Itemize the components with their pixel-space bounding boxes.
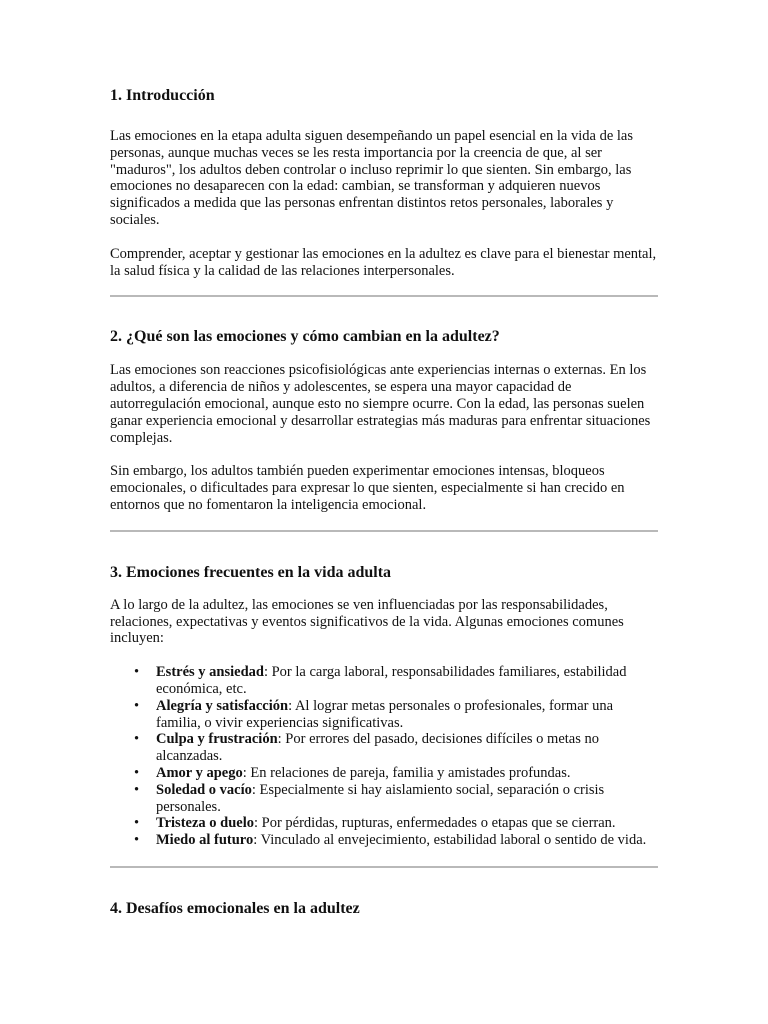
section-heading: 1. Introducción bbox=[110, 87, 215, 104]
bullet-icon: • bbox=[134, 664, 140, 681]
list-item-text: : En relaciones de pareja, familia y amistades profundas. bbox=[242, 764, 571, 781]
list-item bbox=[134, 832, 658, 849]
list-item bbox=[134, 815, 658, 832]
list-item-text: : Vinculado al envejecimiento, estabilidad laboral o sentido de vida. bbox=[253, 832, 647, 849]
list-item-term: Soledad o vacío bbox=[156, 781, 252, 798]
list-item bbox=[134, 697, 658, 732]
emotions-list bbox=[110, 664, 658, 849]
divider bbox=[110, 295, 658, 297]
list-item-text: : Al lograr metas personales o profesionales, formar una familia, o vivir experiencias significativas. bbox=[156, 697, 614, 731]
list-item-term: Culpa y frustración bbox=[156, 731, 278, 748]
bullet-icon: • bbox=[134, 764, 140, 781]
divider bbox=[110, 866, 658, 868]
bullet-icon: • bbox=[134, 832, 140, 849]
bullet-icon: • bbox=[134, 815, 140, 832]
list-item bbox=[134, 781, 658, 816]
list-item-term: Amor y apego bbox=[156, 764, 243, 781]
list-item bbox=[134, 731, 658, 765]
section-que-son bbox=[110, 327, 658, 513]
list-item-text: : Especialmente si hay aislamiento social, separación o crisis personales. bbox=[156, 781, 605, 815]
list-item-term: Tristeza o duelo bbox=[156, 815, 254, 832]
document-page bbox=[110, 86, 658, 919]
section-heading: 3. Emociones frecuentes en la vida adulta bbox=[110, 563, 392, 581]
list-item-term: Alegría y satisfacción bbox=[156, 697, 289, 714]
paragraph: Las emociones en la etapa adulta siguen desempeñando un papel esencial en la vida de las personas, aunque muchas veces se les resta importancia por la creencia de que, al ser "maduros", los adultos deben controlar o incluso reprimir lo que sienten. Sin embargo, las emociones no desaparecen con la edad: cambian, se transforman y adquieren nuevos significados a medida que las personas enfrentan distintos retos personales, laborales y sociales. bbox=[110, 128, 634, 228]
list-item bbox=[134, 664, 658, 698]
list-item-term: Miedo al futuro bbox=[156, 832, 254, 849]
section-heading: 2. ¿Qué son las emociones y cómo cambian en la adultez? bbox=[110, 328, 500, 346]
list-item-text: : Por errores del pasado, decisiones difíciles o metas no alcanzadas. bbox=[156, 731, 599, 765]
bullet-icon: • bbox=[134, 697, 140, 714]
paragraph: Sin embargo, los adultos también pueden experimentar emociones intensas, bloqueos emocionales, o dificultades para expresar lo que sienten, especialmente si han crecido en entornos que no fomentaron la inteligencia emocional. bbox=[110, 463, 625, 513]
list-item bbox=[134, 764, 658, 782]
section-desafios bbox=[110, 899, 658, 919]
section-introduccion bbox=[110, 86, 658, 279]
section-heading: 4. Desafíos emocionales en la adultez bbox=[110, 899, 360, 917]
paragraph: Comprender, aceptar y gestionar las emociones en la adultez es clave para el bienestar mental, la salud física y la calidad de las relaciones interpersonales. bbox=[110, 245, 657, 279]
list-item-text: : Por la carga laboral, responsabilidades familiares, estabilidad económica, etc. bbox=[156, 664, 627, 697]
bullet-icon: • bbox=[134, 731, 140, 748]
bullet-icon: • bbox=[134, 781, 140, 798]
divider bbox=[110, 530, 658, 532]
section-emociones-frecuentes bbox=[110, 563, 658, 849]
list-item-text: : Por pérdidas, rupturas, enfermedades o etapas que se cierran. bbox=[254, 815, 616, 832]
list-item-term: Estrés y ansiedad bbox=[156, 664, 264, 681]
paragraph: Las emociones son reacciones psicofisiológicas ante experiencias internas o externas. En los adultos, a diferencia de niños y adolescentes, se espera una mayor capacidad de autorregulación emocional, aunque esto no siempre ocurre. Con la edad, las personas suelen ganar experiencia emocional y desarrollar estrategias más maduras para enfrentar situaciones complejas. bbox=[110, 362, 651, 446]
paragraph: A lo largo de la adultez, las emociones se ven influenciadas por las responsabilidades, relaciones, expectativas y eventos significativos de la vida. Algunas emociones comunes incluyen: bbox=[110, 596, 624, 647]
